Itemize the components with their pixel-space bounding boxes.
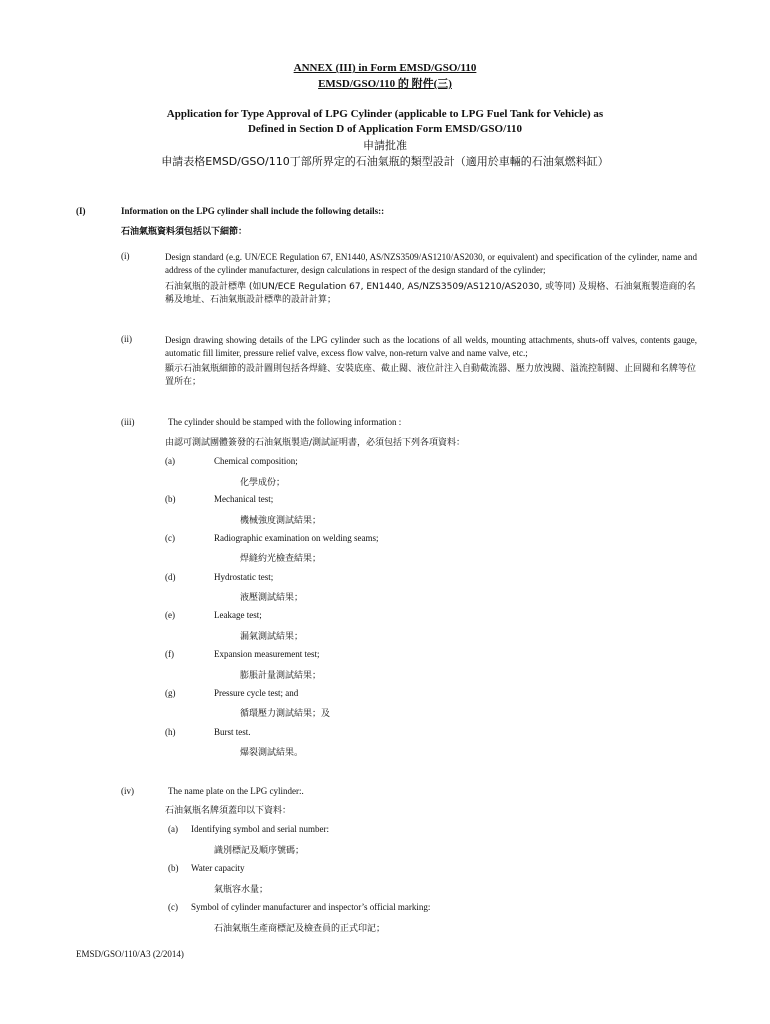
list-item-en: Symbol of cylinder manufacturer and inspector’s official marking: [191,902,431,912]
list-item-zh: 化學成份； [240,478,286,488]
item-text-zh: 由認可測試團體簽發的石油氣瓶製造/測試証明書，必須包括下列各項資料： [165,438,466,448]
list-item-en: Pressure cycle test; and [214,688,299,698]
item-text-zh: 石油氣瓶名牌須蓋印以下資料： [165,806,292,816]
list-item-zh: 膨脹計量測試結果； [240,671,322,681]
list-letter: (h) [165,727,176,737]
item-text-zh: 顯示石油氣瓶細節的設計圖則包括各焊縫、安裝底座、截止閥、液位計注入自動截流器、壓力放洩閥、溢流控制閥、止回閥和名牌等位置所在； [165,364,697,387]
section-heading: Information on the LPG cylinder shall include the following details:: [121,206,385,216]
list-letter: (b) [165,494,176,504]
application-title-zh-1: 申請批准 [363,139,407,152]
list-item-zh: 氣瓶容水量； [214,885,269,895]
list-letter: (a) [165,456,175,466]
list-item-en: Hydrostatic test; [214,572,274,582]
list-letter: (f) [165,649,174,659]
list-item-zh: 焊縫約光檢查結果； [240,554,322,564]
list-item-zh: 石油氣瓶生產商標記及檢查員的正式印記； [214,924,386,934]
application-title-en-1: Application for Type Approval of LPG Cylinder (applicable to LPG Fuel Tank for Vehicle) as [166,108,604,120]
form-code-footer: EMSD/GSO/110/A3 (2/2014) [76,949,184,959]
list-letter: (d) [165,572,176,582]
list-letter: (a) [168,824,178,834]
list-item-zh: 識別標記及順序號碼； [214,846,305,856]
item-text-en: The name plate on the LPG cylinder:. [168,786,304,796]
list-item-en: Chemical composition; [214,456,298,466]
item-text-en: Design drawing showing details of the LPG cylinder such as the locations of all welds, mounting attachments, shuts-off valves, contents gauge, automatic fill limiter, pressure relief valve, excess flow valve, non-return valve and name valve, etc.; [165,335,697,358]
item-number: (iii) [121,417,135,427]
application-title-en-2: Defined in Section D of Application Form EMSD/GSO/110 [247,123,523,135]
item-text-en: Design standard (e.g. UN/ECE Regulation 67, EN1440, AS/NZS3509/AS1210/AS2030, or equivalent) and specification of the cylinder, name and address of the cylinder manufacturer, design calculations in respect of the design standard of the cylinder; [165,252,697,275]
item-text-en: The cylinder should be stamped with the following information : [168,417,402,427]
annex-title-zh: EMSD/GSO/110 的 附件(三) [318,78,452,90]
list-item-en: Identifying symbol and serial number: [191,824,329,834]
list-letter: (b) [168,863,179,873]
list-item-zh: 爆裂測試結果。 [240,748,304,758]
list-letter: (c) [165,533,175,543]
section-number: (I) [76,206,86,216]
item-text-zh: 石油氣瓶的設計標準 (如UN/ECE Regulation 67, EN1440, AS/NZS3509/AS1210/AS2030, 或等同) 及規格、石油氣瓶製造商的名稱及地址、石油氣瓶設計標準的設計計算； [165,282,696,305]
list-letter: (c) [168,902,178,912]
list-item-en: Burst test. [214,727,251,737]
list-item-en: Mechanical test; [214,494,274,504]
list-item-zh: 循環壓力測試結果；及 [240,709,331,719]
list-item-en: Expansion measurement test; [214,649,320,659]
list-item-zh: 液壓測試結果； [240,593,304,603]
item-number: (iv) [121,786,134,796]
list-item-en: Radiographic examination on welding seams; [214,533,379,543]
item-number: (i) [121,251,130,261]
list-item-zh: 機械強度測試結果； [240,516,322,526]
section-heading-zh: 石油氣瓶資料須包括以下細節： [121,227,248,237]
list-item-en: Water capacity [191,863,245,873]
list-item-en: Leakage test; [214,610,262,620]
item-number: (ii) [121,334,132,344]
list-item-zh: 漏氣測試結果； [240,632,304,642]
annex-title: ANNEX (III) in Form EMSD/GSO/110 [293,62,477,74]
list-letter: (g) [165,688,176,698]
application-title-zh-2: 申請表格EMSD/GSO/110丁部所界定的石油氣瓶的類型設計（適用於車輛的石油氣燃料缸） [161,155,609,168]
list-letter: (e) [165,610,175,620]
